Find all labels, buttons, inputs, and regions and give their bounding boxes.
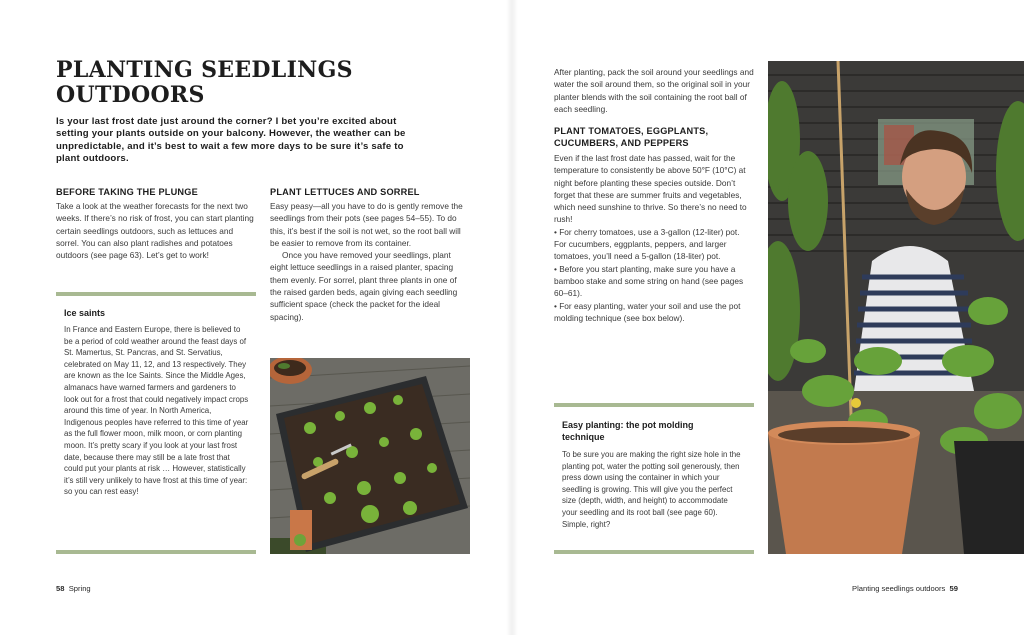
intro-paragraph: Is your last frost date just around the corner? I bet you’re excited about setting your plants outside on your balcony. However, the weather can be unpredictable, and it’s best to wait a few more days to be sure it’s safe to plant outdoors. [56,116,406,165]
paragraph: Even if the last frost date has passed, wait for the temperature to consistently be above 50°F (10°C) at night before planting these species outside. Don’t forget that these are summer fruits and vegetables, which need sunshine to thrive. So there’s no need to rush! [554,153,747,225]
running-head: Spring [68,584,91,593]
box-title-ice-saints: Ice saints [64,308,106,318]
box-bottom-rule [554,550,754,554]
right-intro [554,66,754,115]
paragraph: After planting, pack the soil around your seedlings and water the soil around them, so the original soil in your planter blends with the soil containing the root ball of each seedling. [554,67,754,114]
page-title: PLANTING SEEDLINGS OUTDOORS [56,57,353,108]
folio-left [56,584,91,593]
book-gutter [506,0,518,635]
bullet-item: • For easy planting, water your soil and use the pot molding technique (see box below). [554,300,741,323]
paragraph: Take a look at the weather forecasts for the next two weeks. If there’s no risk of frost, you can start planting certain seedlings outdoors, such as lettuces and sorrel. You can also plant radishes and potatoes outdoors (see page 63). Let’s get to work! [56,201,254,261]
box-text-ice-saints: In France and Eastern Europe, there is believed to be a period of cold weather around the feast days of St. Mamertus, St. Pancras, and St. Servatius, celebrated on May 11, 12, and 13 respectively. They are known as the Ice Saints. Since the Middle Ages, almanacs have warned farmers and gardeners to look out for a frost that could negatively impact crops around this time of year. In North America, Indigenous peoples have referred to this time of year as the full flower moon, milk moon, or corn planting moon. It’s pretty scary if you look at your last frost date, because there may still be a late frost that could put your plants at risk … However, statistically it’s still very unlikely to have frost at this time of year: so you can rest easy! [64,325,249,497]
running-head: Planting seedlings outdoors [852,584,946,593]
lettuce-planter-photo [270,358,470,554]
paragraph: Once you have removed your seedlings, plant eight lettuce seedlings in a raised planter, spacing them evenly. For sorrel, plant three plants in one of the raised garden beds, again giving each seedling sufficient space (check the packet for the ideal spacing). [270,250,458,322]
right-page [512,0,1024,635]
box-bottom-rule [56,550,256,554]
box-text-easy-planting: To be sure you are making the right size hole in the planting pot, water the potting soil generously, then press down using the container in which your seedling is growing. This will give you the perfect size (depth, width, and height) to accommodate your seedling and its root ball (see page 60). Simple, right? [562,450,741,529]
page-number: 59 [949,584,958,593]
section-text-tomatoes [554,152,754,324]
gardener-with-plant-photo [768,61,1024,554]
page-number: 58 [56,584,65,593]
box-top-rule [554,403,754,407]
box-title-easy-planting: Easy planting: the pot molding technique [562,420,694,442]
section-heading-lettuces: PLANT LETTUCES AND SORREL [270,187,420,197]
section-heading-tomatoes: PLANT TOMATOES, EGGPLANTS, CUCUMBERS, AND PEPPERS [554,126,709,148]
bullet-item: • For cherry tomatoes, use a 3-gallon (12-liter) pot. For cucumbers, eggplants, peppers, and larger tomatoes, you’ll need a 5-gallon (18-liter) pot. [554,226,740,262]
section-text-lettuces [270,200,470,323]
folio-right [852,584,958,593]
box-top-rule [56,292,256,296]
paragraph: Easy peasy—all you have to do is gently remove the seedlings from their pots (see pages 54–55). To do this, it’s best if the soil is not wet, so the root ball will be easier to remove from its container. [270,201,463,248]
section-heading-before-plunge: BEFORE TAKING THE PLUNGE [56,187,198,197]
section-text-before-plunge [56,200,256,261]
bullet-item: • Before you start planting, make sure you have a bamboo stake and some string on hand (see pages 60–61). [554,263,744,299]
